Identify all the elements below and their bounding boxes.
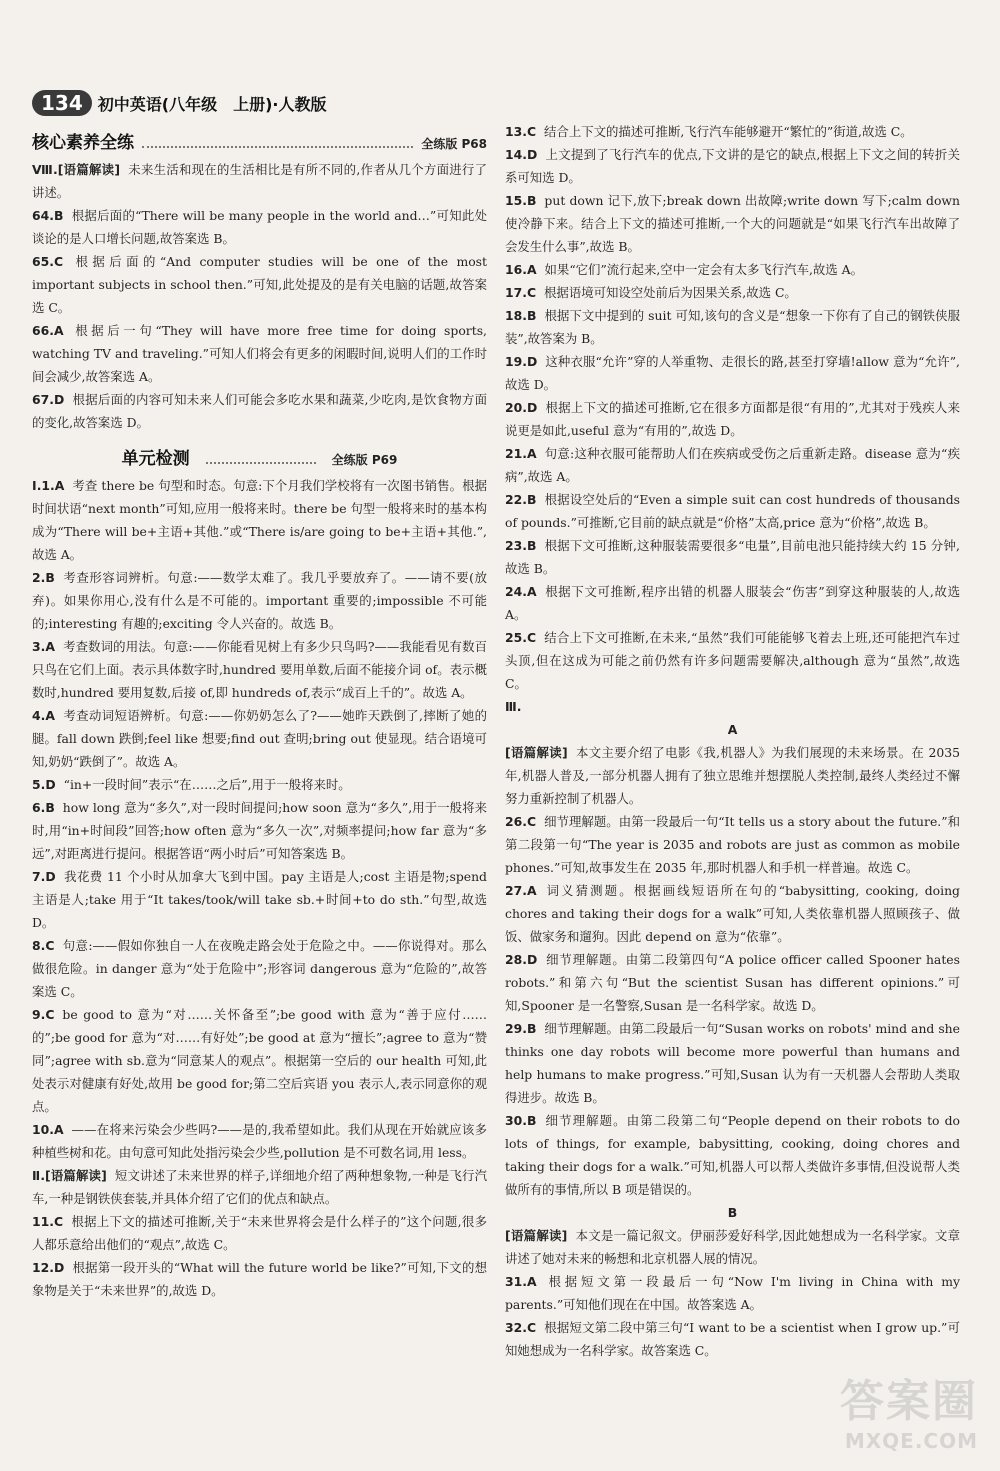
- answer-item: [505, 442, 960, 488]
- section-title: 单元检测: [121, 449, 190, 469]
- answer-item: [505, 1224, 960, 1270]
- page-header: [32, 88, 326, 118]
- answer-explanation: 根据后面的“And computer studies will be one of the most important subjects in school then.”可知,此处提及的是有关电脑的话题,故答案选 C。: [32, 254, 487, 315]
- answer-explanation: 词义猜测题。根据画线短语所在句的“babysitting, cooking, doing chores and taking their dogs for a walk”可知,人类依靠机器人照顾孩子、做饭、做家务和遛狗。因此 depend on 意为“依靠”。: [505, 883, 960, 944]
- answer-explanation: 根据上下文的描述可推断,它在很多方面都是很“有用的”,尤其对于残疾人来说更是如此,useful 意为“有用的”,故选 D。: [505, 400, 960, 438]
- answer-number: 65.C: [32, 254, 64, 269]
- answer-explanation: 根据后面的“There will be many people in the world and…”可知此处谈论的是人口增长问题,故答案选 B。: [32, 208, 487, 246]
- answer-explanation: 本文主要介绍了电影《我,机器人》为我们展现的未来场景。在 2035 年,机器人普及,一部分机器人拥有了独立思维并想摆脱人类控制,最终人类经过不懈努力重新控制了机器人。: [505, 745, 960, 806]
- leader-dots: [206, 462, 316, 464]
- answer-explanation: 根据短文第一段最后一句“Now I'm living in China with my parents.”可知他们现在在中国。故答案选 A。: [505, 1274, 960, 1312]
- answer-explanation: 根据后一句“They will have more free time for doing sports, watching TV and traveling.”可知人们将会有更多的闲暇时间,说明人们的工作时间会减少,故答案选 A。: [32, 323, 487, 384]
- answer-number: [语篇解读]: [505, 1228, 568, 1243]
- answer-number: 20.D: [505, 400, 538, 415]
- answer-item: [32, 865, 487, 934]
- answer-item: [505, 741, 960, 810]
- answer-number: 19.D: [505, 354, 538, 369]
- answer-item: [505, 626, 960, 695]
- answer-explanation: 根据后面的内容可知未来人们可能会多吃水果和蔬菜,少吃肉,是饮食物方面的变化,故答案选 D。: [32, 392, 487, 430]
- watermark-text: 答案圈: [840, 1376, 978, 1427]
- answer-number: 26.C: [505, 814, 537, 829]
- answer-number: 12.D: [32, 1260, 65, 1275]
- answer-number: 7.D: [32, 869, 56, 884]
- answer-explanation: 根据语境可知设空处前后为因果关系,故选 C。: [544, 285, 797, 300]
- answer-list: [32, 158, 487, 434]
- left-column: [32, 128, 487, 1302]
- answer-item: [505, 1270, 960, 1316]
- answer-item: [505, 281, 960, 304]
- answer-explanation: 这种衣服“允许”穿的人举重物、走很长的路,甚至打穿墙!allow 意为“允许”,故选 D。: [505, 354, 960, 392]
- answer-list: [32, 474, 487, 1302]
- answer-item: [32, 319, 487, 388]
- answer-item: [32, 204, 487, 250]
- answer-list: [505, 120, 960, 695]
- answer-explanation: 句意:这种衣服可能帮助人们在疾病或受伤之后重新走路。disease 意为“疾病”,故选 A。: [505, 446, 960, 484]
- answer-number: 30.B: [505, 1113, 537, 1128]
- answer-explanation: 考查形容词辨析。句意:——数学太难了。我几乎要放弃了。——请不要(放弃)。如果你用心,没有什么是不可能的。important 重要的;impossible 不可能的;interesting 有趣的;exciting 令人兴奋的。故选 B。: [32, 570, 487, 631]
- answer-number: 22.B: [505, 492, 537, 507]
- answer-explanation: 细节理解题。由第二段最后一句“Susan works on robots' mind and she thinks one day robots will become more powerful than humans and help humans to make progress.”可知,Susan 认为有一天机器人会帮助人类取得进步。故选 B。: [505, 1021, 960, 1105]
- answer-item: [505, 120, 960, 143]
- answer-item: [32, 158, 487, 204]
- right-column: [505, 120, 960, 1362]
- answer-number: 8.C: [32, 938, 55, 953]
- answer-number: 2.B: [32, 570, 55, 585]
- answer-explanation: how long 意为“多久”,对一段时间提问;how soon 意为“多久”,用于一般将来时,用“in+时间段”回答;how often 意为“多久一次”,对频率提问;how far 意为“多远”,对距离进行提问。根据答语“两小时后”可知答案选 B。: [32, 800, 487, 861]
- answer-explanation: 上文提到了飞行汽车的优点,下文讲的是它的缺点,根据上下文之间的转折关系可知选 D。: [505, 147, 960, 185]
- answer-item: [505, 189, 960, 258]
- answer-item: [32, 635, 487, 704]
- answer-number: 29.B: [505, 1021, 537, 1036]
- answer-number: 5.D: [32, 777, 56, 792]
- answer-item: [32, 1256, 487, 1302]
- answer-item: [505, 879, 960, 948]
- answer-explanation: 本文是一篇记叙文。伊丽莎爱好科学,因此她想成为一名科学家。文章讲述了她对未来的畅想和北京机器人展的情况。: [505, 1228, 960, 1266]
- answer-number: 24.A: [505, 584, 537, 599]
- answer-explanation: be good to 意为“对……关怀备至”;be good with 意为“善于应付……的”;be good for 意为“对……有好处”;be good at 意为“擅长”;agree to 意为“赞同”;agree with sb.意为“同意某人的观点”。根据第一空后的 our health 可知,此处表示对健康有好处,故用 be good for;第二空后宾语 you 表示人,表示同意你的观点。: [32, 1007, 487, 1114]
- answer-item: [32, 773, 487, 796]
- answer-explanation: 句意:——假如你独自一人在夜晚走路会处于危险之中。——你说得对。那么做很危险。in danger 意为“处于危险中”;形容词 dangerous 意为“危险的”,故答案选 C。: [32, 938, 487, 999]
- answer-item: [505, 534, 960, 580]
- section-page-ref: 全练版 P69: [331, 453, 398, 467]
- section-header-core: [32, 132, 487, 156]
- answer-number: 32.C: [505, 1320, 537, 1335]
- answer-number: Ⅱ.[语篇解读]: [32, 1168, 107, 1183]
- answer-item: [32, 474, 487, 566]
- answer-explanation: 考查数词的用法。句意:——你能看见树上有多少只鸟吗?——我能看见有数百只鸟在它们上面。表示具体数字时,hundred 要用单数,后面不能接介词 of。表示概数时,hundred 要用复数,后接 of,即 hundreds of,表示“成百上千的”。故选 A。: [32, 639, 487, 700]
- answer-item: [32, 566, 487, 635]
- answer-explanation: “in+一段时间”表示“在……之后”,用于一般将来时。: [63, 777, 351, 792]
- answer-item: [32, 934, 487, 1003]
- answer-number: 14.D: [505, 147, 538, 162]
- answer-item: [505, 488, 960, 534]
- answer-explanation: put down 记下,放下;break down 出故障;write down 写下;calm down 使冷静下来。结合上下文的描述可推断,一个大的问题就是“如果飞行汽车出故障了会发生什么事”,故选 B。: [505, 193, 960, 254]
- answer-explanation: 如果“它们”流行起来,空中一定会有太多飞行汽车,故选 A。: [544, 262, 863, 277]
- section-header-unit-test: [32, 448, 487, 472]
- answer-explanation: 考查动词短语辨析。句意:——你奶奶怎么了?——她昨天跌倒了,摔断了她的腿。fall down 跌倒;feel like 想要;find out 查明;bring out 使显现。结合语境可知,奶奶“跌倒了”。故选 A。: [32, 708, 487, 769]
- answer-item: [505, 304, 960, 350]
- answer-item: [32, 704, 487, 773]
- answer-item: [505, 258, 960, 281]
- answer-item: [32, 1118, 487, 1164]
- answer-item: [32, 796, 487, 865]
- answer-item: [505, 580, 960, 626]
- answer-explanation: 我花费 11 个小时从加拿大飞到中国。pay 主语是人;cost 主语是物;spend 主语是人;take 用于“It takes/took/will take sb.+时间+to do sth.”句型,故选 D。: [32, 869, 487, 930]
- answer-explanation: 细节理解题。由第一段最后一句“It tells us a story about the future.”和第二段第一句“The year is 2035 and robots are just as common as mobile phones.”可知,故事发生在 2035 年,那时机器人和手机一样普遍。故选 C。: [505, 814, 960, 875]
- answer-explanation: 根据第一段开头的“What will the future world be like?”可知,下文的想象物是关于“未来世界”的,故选 D。: [32, 1260, 487, 1298]
- passage-label-a: A: [727, 722, 738, 737]
- answer-list: [505, 741, 960, 1201]
- answer-explanation: 细节理解题。由第二段第四句“A police officer called Spooner hates robots.”和第六句“But the scientist Susan has different opinions.”可知,Spooner 是一名警察,Susan 是一名科学家。故选 D。: [505, 952, 960, 1013]
- answer-explanation: 根据短文第二段中第三句“I want to be a scientist when I grow up.”可知她想成为一名科学家。故答案选 C。: [505, 1320, 960, 1358]
- answer-number: Ⅷ.[语篇解读]: [32, 162, 120, 177]
- answer-number: 23.B: [505, 538, 537, 553]
- answer-number: 16.A: [505, 262, 537, 277]
- answer-number: 27.A: [505, 883, 537, 898]
- answer-number: 4.A: [32, 708, 55, 723]
- answer-number: 6.B: [32, 800, 55, 815]
- answer-explanation: 根据下文中提到的 suit 可知,该句的含义是“想象一下你有了自己的钢铁侠服装”,故答案为 B。: [505, 308, 960, 346]
- page-number: 134: [32, 90, 92, 116]
- answer-item: [505, 143, 960, 189]
- answer-explanation: 根据上下文的描述可推断,关于“未来世界将会是什么样子的”这个问题,很多人都乐意给出他们的“观点”,故选 C。: [32, 1214, 487, 1252]
- answer-number: 31.A: [505, 1274, 537, 1289]
- book-title: 初中英语(八年级 上册)·人教版: [97, 94, 327, 114]
- answer-explanation: 根据下文可推断,程序出错的机器人服装会“伤害”到穿这种服装的人,故选 A。: [505, 584, 960, 622]
- answer-explanation: 结合上下文的描述可推断,飞行汽车能够避开“繁忙的”街道,故选 C。: [544, 124, 913, 139]
- answer-item: [505, 396, 960, 442]
- answer-number: 25.C: [505, 630, 537, 645]
- answer-explanation: 考查 there be 句型和时态。句意:下个月我们学校将有一次图书销售。根据时间状语“next month”可知,应用一般将来时。there be 句型一般将来时的基本构成为“There will be+主语+其他.”或“There is/are going to be+主语+其他.”,故选 A。: [32, 478, 487, 562]
- answer-number: 9.C: [32, 1007, 55, 1022]
- leader-dots: [142, 146, 413, 148]
- answer-number: 15.B: [505, 193, 537, 208]
- answer-number: 11.C: [32, 1214, 64, 1229]
- part-label: Ⅲ.: [505, 699, 522, 714]
- watermark-url: MXQE.COM: [844, 1429, 978, 1453]
- section-title: 核心素养全练: [32, 133, 134, 153]
- answer-number: 21.A: [505, 446, 537, 461]
- answer-number: 17.C: [505, 285, 537, 300]
- answer-item: [505, 1316, 960, 1362]
- answer-list: [505, 1224, 960, 1362]
- section-page-ref: 全练版 P68: [421, 137, 487, 151]
- answer-item: [32, 1164, 487, 1210]
- answer-number: 13.C: [505, 124, 537, 139]
- answer-number: 3.A: [32, 639, 55, 654]
- answer-item: [32, 250, 487, 319]
- answer-item: [505, 810, 960, 879]
- answer-explanation: 细节理解题。由第二段第二句“People depend on their robots to do lots of things, for example, babysitting, cooking, doing chores and taking their dogs for a walk.”可知,机器人可以帮人类做许多事情,但没说帮人类做所有的事情,所以 B 项是错误的。: [505, 1113, 960, 1197]
- answer-number: Ⅰ.1.A: [32, 478, 65, 493]
- answer-item: [505, 350, 960, 396]
- answer-item: [32, 1003, 487, 1118]
- answer-explanation: ——在将来污染会少些吗?——是的,我希望如此。我们从现在开始就应该多种植些树和花。由句意可知此处指污染会少些,pollution 是不可数名词,用 less。: [32, 1122, 487, 1160]
- answer-item: [505, 1109, 960, 1201]
- answer-number: 18.B: [505, 308, 537, 323]
- answer-explanation: 短文讲述了未来世界的样子,详细地介绍了两种想象物,一种是飞行汽车,一种是钢铁侠套装,并具体介绍了它们的优点和缺点。: [32, 1168, 487, 1206]
- answer-explanation: 结合上下文可推断,在未来,“虽然”我们可能能够飞着去上班,还可能把汽车过头顶,但在这成为可能之前仍然有许多问题需要解决,although 意为“虽然”,故选 C。: [505, 630, 960, 691]
- answer-explanation: 根据下文可推断,这种服装需要很多“电量”,目前电池只能持续大约 15 分钟,故选 B。: [505, 538, 960, 576]
- answer-item: [32, 1210, 487, 1256]
- answer-explanation: 未来生活和现在的生活相比是有所不同的,作者从几个方面进行了讲述。: [32, 162, 487, 200]
- passage-label-b: B: [727, 1205, 738, 1220]
- site-watermark: [840, 1365, 978, 1453]
- answer-number: 67.D: [32, 392, 65, 407]
- answer-item: [32, 388, 487, 434]
- answer-number: 28.D: [505, 952, 538, 967]
- answer-number: [语篇解读]: [505, 745, 568, 760]
- answer-item: [505, 1017, 960, 1109]
- answer-number: 64.B: [32, 208, 64, 223]
- answer-explanation: 根据设空处后的“Even a simple suit can cost hundreds of thousands of pounds.”可推断,它目前的缺点就是“价格”太高,price 意为“价格”,故选 B。: [505, 492, 960, 530]
- answer-item: [505, 948, 960, 1017]
- answer-number: 66.A: [32, 323, 64, 338]
- answer-number: 10.A: [32, 1122, 64, 1137]
